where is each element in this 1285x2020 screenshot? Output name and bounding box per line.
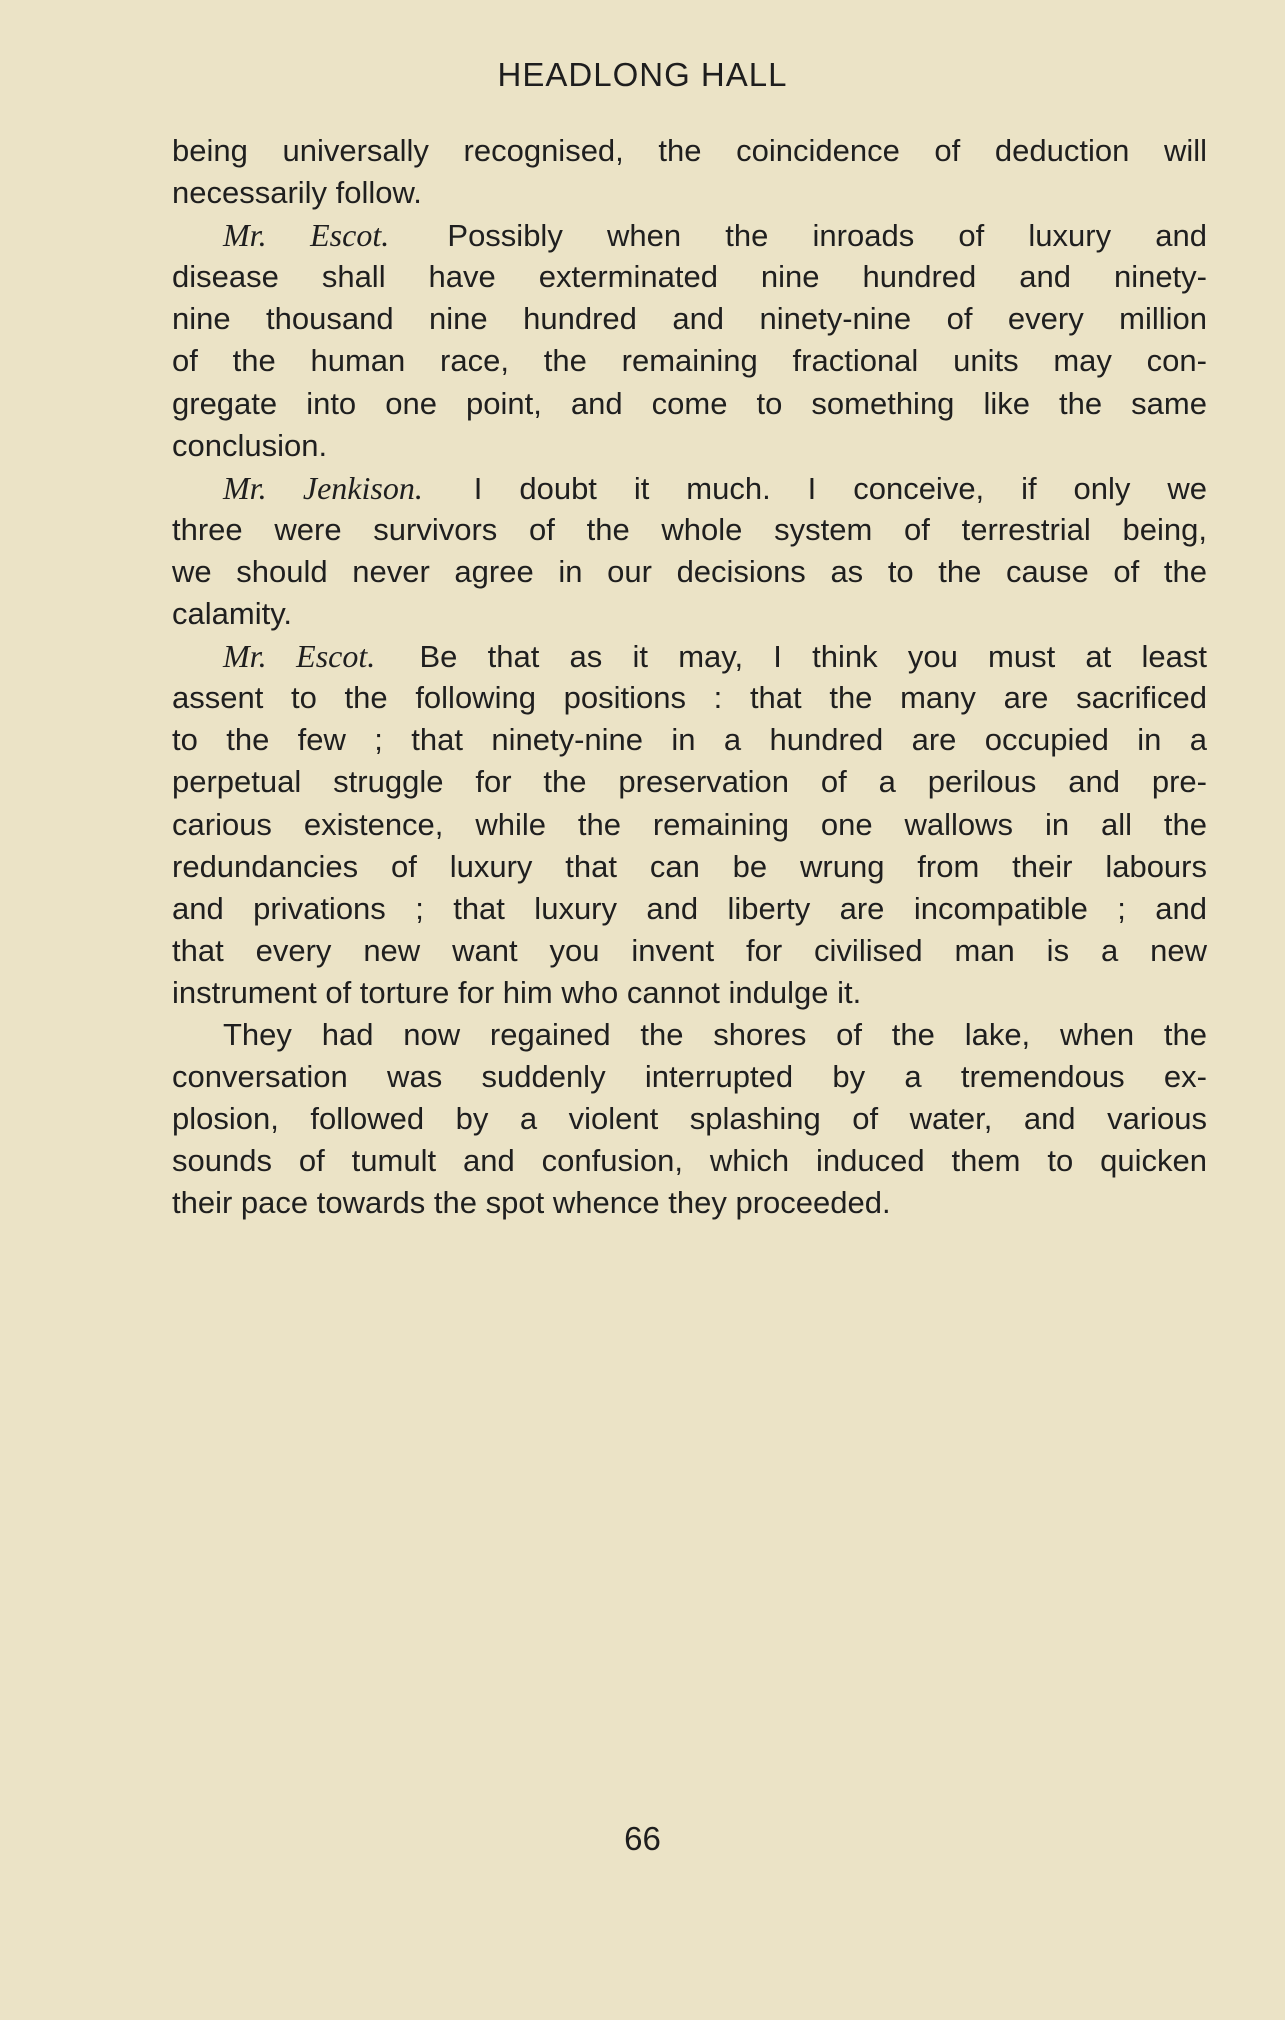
text-line — [172, 340, 1207, 382]
page-number: 66 — [624, 1820, 661, 1857]
speaker-name: Mr. Jenkison. — [223, 469, 423, 506]
text-line — [172, 1098, 1207, 1140]
text-line — [172, 509, 1207, 551]
line-text: instrument of torture for him who cannot indulge it. — [172, 974, 862, 1010]
text-line — [172, 888, 1207, 930]
line-text: of the human race, the remaining fractional units may con- — [172, 343, 1207, 379]
line-text: Possibly when the inroads of luxury and — [447, 218, 1207, 254]
text-line — [172, 298, 1207, 340]
text-line — [172, 1056, 1207, 1098]
speaker-name: Mr. Escot. — [223, 217, 390, 254]
text-line — [172, 256, 1207, 298]
line-text: nine thousand nine hundred and ninety-nine of every million — [172, 301, 1207, 337]
line-text: They had now regained the shores of the lake, when the — [223, 1016, 1207, 1052]
line-text: redundancies of luxury that can be wrung from their labours — [172, 848, 1207, 884]
line-text: assent to the following positions : that the many are sacrificed — [172, 680, 1207, 716]
text-line — [172, 972, 1207, 1014]
text-line — [172, 425, 1207, 467]
text-line — [172, 593, 1207, 635]
text-line — [172, 214, 1207, 256]
line-text: necessarily follow. — [172, 175, 422, 211]
text-line — [172, 804, 1207, 846]
line-text: and privations ; that luxury and liberty are incompatible ; and — [172, 890, 1207, 926]
line-text: I doubt it much. I conceive, if only we — [473, 470, 1207, 506]
text-line — [172, 383, 1207, 425]
body-text — [172, 130, 1207, 1224]
text-line — [172, 1182, 1207, 1224]
text-line — [172, 130, 1207, 172]
line-text: conversation was suddenly interrupted by a tremendous ex- — [172, 1059, 1207, 1095]
text-line — [172, 677, 1207, 719]
text-line — [172, 1014, 1207, 1056]
line-text: sounds of tumult and confusion, which induced them to quicken — [172, 1143, 1207, 1179]
text-line — [172, 551, 1207, 593]
line-text: three were survivors of the whole system of terrestrial being, — [172, 511, 1207, 547]
line-text: carious existence, while the remaining one wallows in all the — [172, 806, 1207, 842]
line-text: calamity. — [172, 596, 293, 632]
line-text: conclusion. — [172, 427, 328, 463]
text-line — [172, 719, 1207, 761]
line-text: we should never agree in our decisions as to the cause of the — [172, 553, 1207, 589]
text-line — [172, 761, 1207, 803]
text-line — [172, 1140, 1207, 1182]
line-text: plosion, followed by a violent splashing of water, and various — [172, 1101, 1207, 1137]
running-head: HEADLONG HALL — [497, 56, 788, 93]
line-text: disease shall have exterminated nine hundred and ninety- — [172, 259, 1207, 295]
line-text: their pace towards the spot whence they proceeded. — [172, 1185, 891, 1221]
text-line — [172, 635, 1207, 677]
text-line — [172, 467, 1207, 509]
line-text: that every new want you invent for civilised man is a new — [172, 932, 1207, 968]
line-text: Be that as it may, I think you must at least — [419, 639, 1207, 675]
line-text: gregate into one point, and come to something like the same — [172, 385, 1207, 421]
line-text: to the few ; that ninety-nine in a hundred are occupied in a — [172, 722, 1207, 758]
line-text: being universally recognised, the coincidence of deduction will — [172, 133, 1207, 168]
speaker-name: Mr. Escot. — [223, 638, 376, 675]
text-line — [172, 930, 1207, 972]
text-line — [172, 172, 1207, 214]
line-text: perpetual struggle for the preservation of a perilous and pre- — [172, 764, 1207, 800]
text-line — [172, 846, 1207, 888]
